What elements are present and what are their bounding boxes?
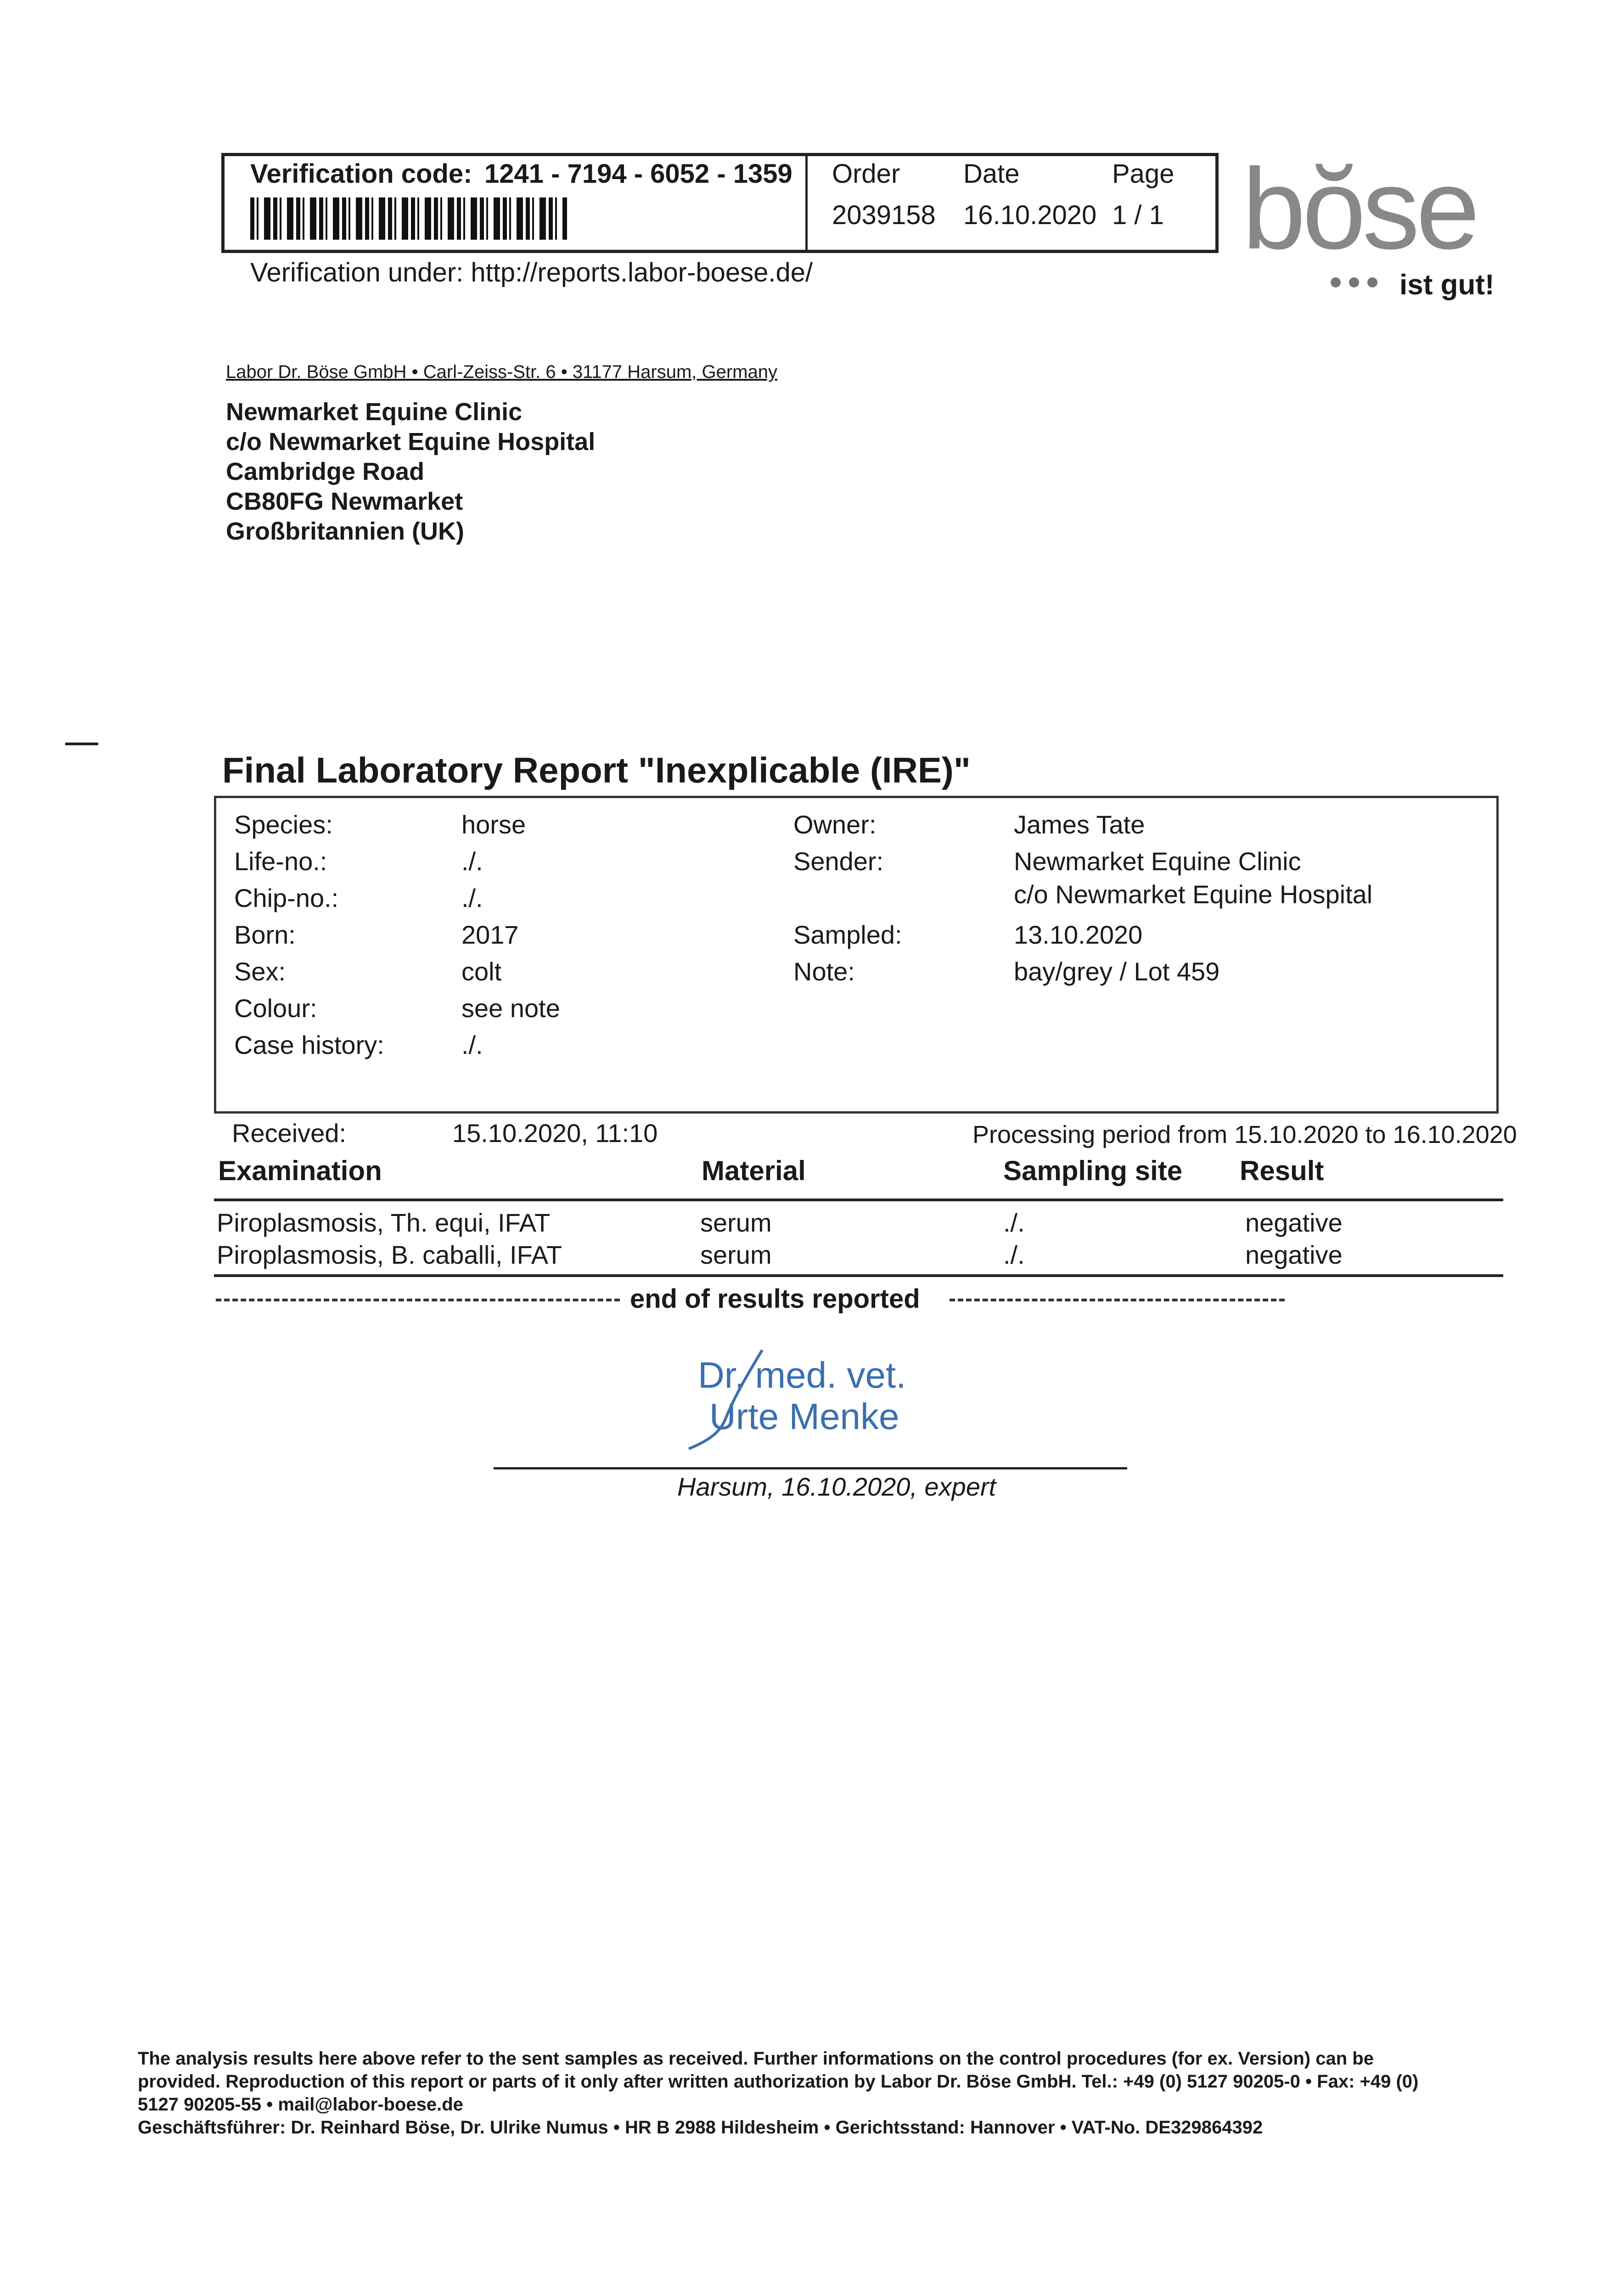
info-label: Species: (234, 810, 333, 839)
table-bottom-rule (214, 1274, 1503, 1277)
recipient-line: Newmarket Equine Clinic (226, 398, 523, 426)
recipient-line: CB80FG Newmarket (226, 488, 463, 515)
page-value: 1 / 1 (1112, 200, 1164, 230)
column-header-material: Material (702, 1155, 806, 1186)
info-value: ./. (461, 1030, 483, 1059)
note-value: bay/grey / Lot 459 (1014, 957, 1220, 986)
row-sampling-site: ./. (1003, 1208, 1025, 1237)
logo-dot-icon (1331, 277, 1341, 287)
info-label: Born: (234, 920, 296, 949)
info-value: see note (461, 994, 560, 1023)
logo-dot-icon (1349, 277, 1359, 287)
fold-mark (65, 743, 98, 745)
sender-label: Sender: (793, 847, 884, 876)
order-label: Order (832, 159, 900, 189)
received-label: Received: (232, 1119, 347, 1148)
sender-value: c/o Newmarket Equine Hospital (1014, 880, 1373, 909)
barcode-image (250, 197, 567, 240)
date-value: 16.10.2020 (963, 200, 1097, 230)
info-value: ./. (461, 847, 483, 876)
signature-caption: Harsum, 16.10.2020, expert (677, 1472, 996, 1501)
column-header-examination: Examination (218, 1155, 382, 1186)
sampled-value: 13.10.2020 (1014, 920, 1143, 949)
row-result: negative (1245, 1208, 1343, 1237)
info-label: Sex: (234, 957, 286, 986)
signature-line-1: Dr. med. vet. (698, 1355, 906, 1396)
recipient-line: Großbritannien (UK) (226, 518, 464, 545)
patient-info-box (214, 796, 1499, 1114)
info-value: ./. (461, 884, 483, 912)
column-header-result: Result (1240, 1155, 1324, 1186)
row-material: serum (700, 1208, 772, 1237)
end-dashes-left (216, 1299, 620, 1301)
verification-url: Verification under: http://reports.labor-boese.de/ (250, 258, 813, 287)
end-of-results: end of results reported (630, 1284, 920, 1314)
row-result: negative (1245, 1240, 1343, 1269)
logo-tagline: ist gut! (1399, 269, 1495, 301)
info-value: colt (461, 957, 502, 986)
signature-stroke-icon (680, 1345, 817, 1456)
footer-paragraph: The analysis results here above refer to the sent samples as received. Further informations on the control procedures (for ex. Version) can be provided. Reproduction of this report or parts of it only after written authorization by Labor Dr. Böse GmbH. Tel.: +49 (0) 5127 90205-0 • Fax: +49 (0) 5127 90205-55 • mail@labor-boese.de (138, 2048, 1419, 2115)
received-value: 15.10.2020, 11:10 (452, 1119, 658, 1148)
info-label: Life-no.: (234, 847, 327, 876)
table-header-rule (214, 1199, 1503, 1201)
info-label: Case history: (234, 1030, 384, 1059)
footer-legal-text (138, 2047, 1446, 2139)
row-sampling-site: ./. (1003, 1240, 1025, 1269)
verification-code-label: Verification code: (250, 159, 472, 189)
info-label: Chip-no.: (234, 884, 339, 912)
info-value: horse (461, 810, 526, 839)
verification-code-value: 1241 - 7194 - 6052 - 1359 (484, 159, 792, 189)
bose-logo-wordmark: bŏse (1242, 145, 1477, 273)
footer-paragraph: Geschäftsführer: Dr. Reinhard Böse, Dr. Ulrike Numus • HR B 2988 Hildesheim • Gerichtsstand: Hannover • VAT-No. DE329864392 (138, 2117, 1263, 2138)
sender-value: Newmarket Equine Clinic (1014, 847, 1301, 876)
report-title: Final Laboratory Report "Inexplicable (IRE)" (222, 750, 971, 790)
processing-period: Processing period from 15.10.2020 to 16.10.2020 (972, 1121, 1517, 1148)
date-label: Date (963, 159, 1020, 189)
column-header-sampling-site: Sampling site (1003, 1155, 1183, 1186)
end-dashes-right (950, 1299, 1285, 1301)
row-examination: Piroplasmosis, Th. equi, IFAT (217, 1208, 551, 1237)
row-examination: Piroplasmosis, B. caballi, IFAT (217, 1240, 562, 1269)
info-value: 2017 (461, 920, 519, 949)
signature-line-2: Urte Menke (709, 1396, 899, 1437)
sampled-label: Sampled: (793, 920, 902, 949)
header-separator (805, 153, 808, 253)
recipient-line: c/o Newmarket Equine Hospital (226, 428, 596, 456)
order-value: 2039158 (832, 200, 936, 230)
recipient-line: Cambridge Road (226, 458, 425, 485)
signature-rule (494, 1467, 1127, 1469)
lab-sender-line: Labor Dr. Böse GmbH • Carl-Zeiss-Str. 6 • 31177 Harsum, Germany (226, 362, 777, 382)
logo-dot-icon (1367, 277, 1377, 287)
page-label: Page (1112, 159, 1174, 189)
owner-value: James Tate (1014, 810, 1145, 839)
note-label: Note: (793, 957, 855, 986)
row-material: serum (700, 1240, 772, 1269)
info-label: Colour: (234, 994, 317, 1023)
owner-label: Owner: (793, 810, 877, 839)
